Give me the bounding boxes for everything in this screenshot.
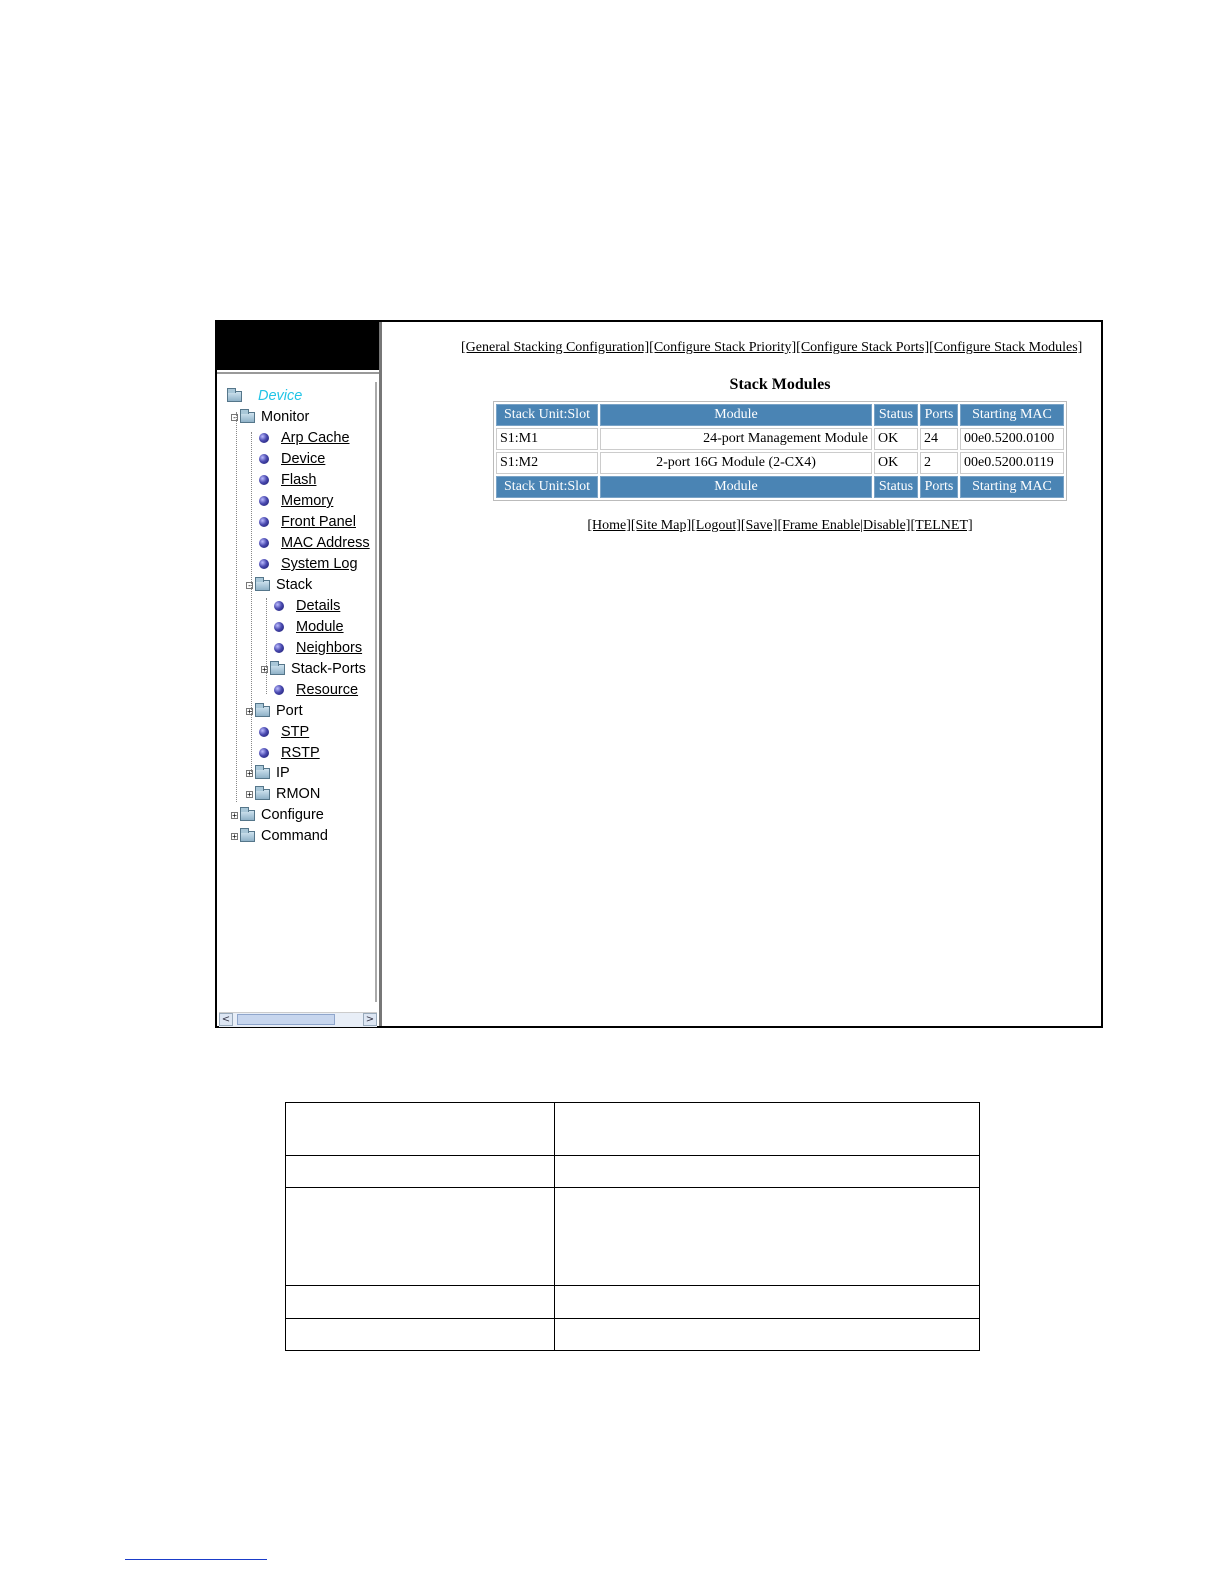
content-pane	[385, 322, 1101, 1026]
table-row	[286, 1286, 980, 1319]
table-row	[286, 1319, 980, 1351]
scroll-thumb[interactable]	[237, 1014, 335, 1025]
bullet-icon	[274, 643, 284, 653]
cell-starting-mac: 00e0.5200.0119	[960, 452, 1064, 474]
table-cell	[555, 1319, 980, 1351]
bullet-icon	[274, 685, 284, 695]
cell-module: 2-port 16G Module (2-CX4)	[600, 452, 872, 474]
cell-module: 24-port Management Module	[600, 428, 872, 450]
table-cell	[286, 1188, 555, 1286]
nav-link-module[interactable]: Module	[274, 617, 344, 637]
folder-icon	[255, 706, 270, 717]
table-cell	[286, 1319, 555, 1351]
folder-open-icon	[255, 580, 270, 591]
bullet-icon	[274, 622, 284, 632]
tree-line	[236, 412, 237, 802]
table-cell	[555, 1103, 980, 1156]
horizontal-scrollbar[interactable]	[219, 1012, 377, 1027]
scroll-left-button[interactable]: <	[219, 1013, 233, 1026]
column-header: Module	[600, 404, 872, 426]
collapse-icon: -	[247, 580, 252, 590]
table-row	[286, 1156, 980, 1188]
link-save[interactable]: [Save]	[740, 518, 778, 533]
nav-link-rstp[interactable]: RSTP	[259, 743, 320, 763]
page-title: Stack Modules	[729, 376, 831, 393]
column-header: Status	[874, 476, 918, 498]
column-header: Starting MAC	[960, 404, 1064, 426]
table-row	[286, 1188, 980, 1286]
nav-link-memory[interactable]: Memory	[259, 491, 333, 511]
expand-icon: +	[232, 810, 237, 820]
nav-link-system-log[interactable]: System Log	[259, 554, 358, 574]
link-telnet[interactable]: [TELNET]	[910, 518, 973, 533]
bullet-icon	[259, 538, 269, 548]
tree-node-ip[interactable]: + IP	[247, 765, 290, 781]
nav-link-details[interactable]: Details	[274, 596, 340, 616]
computer-icon	[227, 391, 242, 402]
footer-links	[385, 518, 1175, 534]
link-site-map[interactable]: [Site Map]	[630, 518, 692, 533]
nav-divider	[217, 372, 379, 374]
bullet-icon	[259, 559, 269, 569]
tree-line	[251, 432, 252, 774]
screenshot-frame	[215, 320, 1103, 1028]
navigation-pane	[217, 322, 382, 1026]
table-row	[496, 428, 1064, 450]
nav-link-flash[interactable]: Flash	[259, 470, 316, 490]
link-frame-enable-disable[interactable]: [Frame Enable|Disable]	[777, 518, 911, 533]
tree-node-device-root[interactable]: Device	[227, 386, 302, 406]
cell-unit-slot: S1:M2	[496, 452, 598, 474]
scroll-right-button[interactable]: >	[363, 1013, 377, 1026]
nav-link-device[interactable]: Device	[259, 449, 325, 469]
table-cell	[286, 1286, 555, 1319]
tree-node-configure[interactable]: + Configure	[232, 807, 324, 823]
footnote-separator	[125, 1559, 267, 1560]
expand-icon: +	[262, 664, 267, 674]
table-row	[286, 1103, 980, 1156]
bullet-icon	[259, 517, 269, 527]
link-general-stacking-configuration[interactable]: [General Stacking Configuration]	[461, 340, 650, 355]
folder-icon	[240, 831, 255, 842]
empty-reference-table	[285, 1102, 980, 1351]
bullet-icon	[259, 475, 269, 485]
column-header: Ports	[920, 404, 958, 426]
link-logout[interactable]: [Logout]	[691, 518, 741, 533]
nav-link-front-panel[interactable]: Front Panel	[259, 512, 356, 532]
nav-link-neighbors[interactable]: Neighbors	[274, 638, 362, 658]
column-header: Starting MAC	[960, 476, 1064, 498]
tree-node-monitor[interactable]: - Monitor	[232, 409, 310, 425]
tree-node-stack-ports[interactable]: + Stack-Ports	[262, 661, 366, 677]
bullet-icon	[274, 601, 284, 611]
table-cell	[286, 1156, 555, 1188]
table-cell	[555, 1286, 980, 1319]
nav-link-resource[interactable]: Resource	[274, 680, 358, 700]
tree-node-stack[interactable]: - Stack	[247, 577, 313, 593]
column-header: Stack Unit:Slot	[496, 476, 598, 498]
nav-link-mac-address[interactable]: MAC Address	[259, 533, 370, 553]
cell-ports: 2	[920, 452, 958, 474]
column-header: Status	[874, 404, 918, 426]
cell-status: OK	[874, 428, 918, 450]
link-configure-stack-priority[interactable]: [Configure Stack Priority]	[649, 340, 797, 355]
column-header: Ports	[920, 476, 958, 498]
expand-icon: +	[247, 789, 252, 799]
link-home[interactable]: [Home]	[587, 518, 631, 533]
collapse-icon: -	[232, 412, 237, 422]
folder-open-icon	[240, 412, 255, 423]
expand-icon: +	[247, 706, 252, 716]
bullet-icon	[259, 496, 269, 506]
tree-node-command[interactable]: + Command	[232, 828, 328, 844]
table-row	[496, 452, 1064, 474]
expand-icon: +	[232, 831, 237, 841]
nav-link-stp[interactable]: STP	[259, 722, 309, 742]
stacking-links	[461, 340, 1082, 356]
expand-icon: +	[247, 768, 252, 778]
table-cell	[555, 1188, 980, 1286]
table-header-row	[496, 404, 1064, 426]
stack-modules-table	[493, 401, 1067, 501]
cell-unit-slot: S1:M1	[496, 428, 598, 450]
table-cell	[286, 1103, 555, 1156]
bullet-icon	[259, 454, 269, 464]
folder-icon	[255, 789, 270, 800]
nav-link-arp-cache[interactable]: Arp Cache	[259, 428, 350, 448]
tree-node-rmon[interactable]: + RMON	[247, 786, 321, 802]
link-configure-stack-ports[interactable]: [Configure Stack Ports]	[796, 340, 930, 355]
folder-icon	[255, 768, 270, 779]
nav-banner	[217, 322, 379, 370]
bullet-icon	[259, 727, 269, 737]
folder-icon	[270, 664, 285, 675]
column-header: Module	[600, 476, 872, 498]
nav-scroll-track	[375, 382, 377, 1002]
cell-starting-mac: 00e0.5200.0100	[960, 428, 1064, 450]
tree-node-port[interactable]: + Port	[247, 703, 303, 719]
table-cell	[555, 1156, 980, 1188]
tree-line	[266, 598, 267, 694]
column-header: Stack Unit:Slot	[496, 404, 598, 426]
table-footer-row	[496, 476, 1064, 498]
cell-ports: 24	[920, 428, 958, 450]
bullet-icon	[259, 748, 269, 758]
cell-status: OK	[874, 452, 918, 474]
bullet-icon	[259, 433, 269, 443]
folder-icon	[240, 810, 255, 821]
link-configure-stack-modules[interactable]: [Configure Stack Modules]	[929, 340, 1083, 355]
